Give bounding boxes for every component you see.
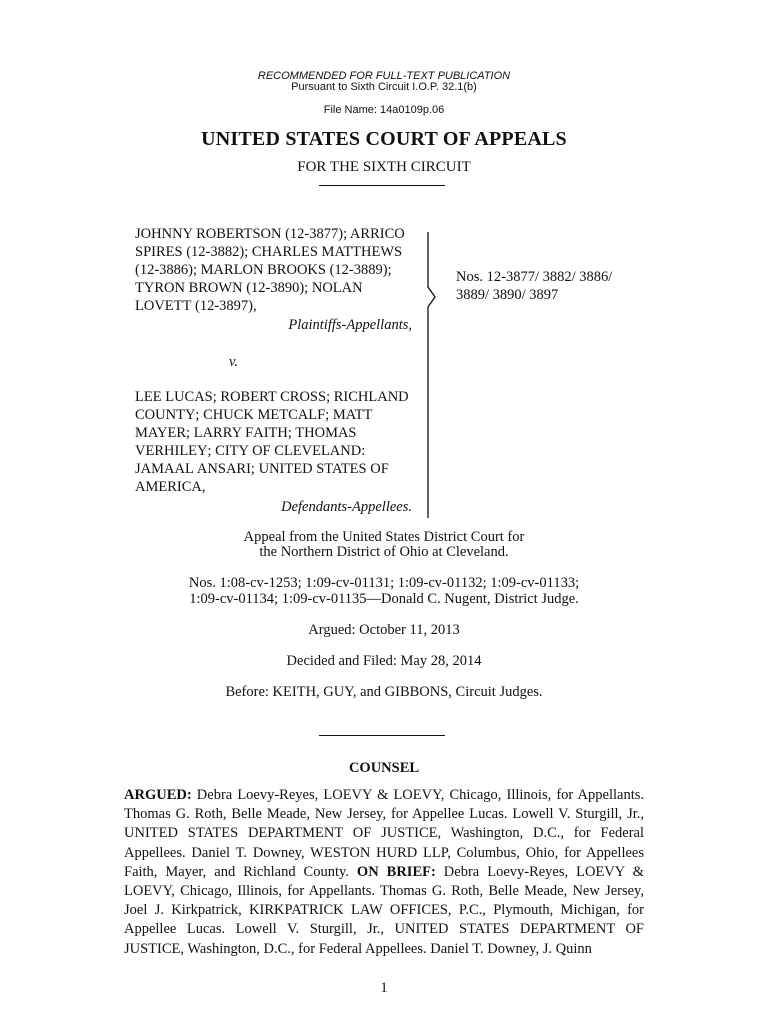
lower-court-numbers-1: Nos. 1:08-cv-1253; 1:09-cv-01131; 1:09-cv-01132; 1:09-cv-01133;: [188, 575, 580, 591]
party-name-part: N: [311, 280, 323, 296]
party-name-part: ROSS: [289, 389, 327, 405]
argued-counsel-text: Debra Loevy-Reyes, LOEVY & LOEVY, Chicago, Illinois, for Appellants. Thomas G. Roth, Belle Meade, New Jersey, for Appellee Lucas. Lowell V. Sturgill, Jr., UNITED STATES DEPARTMENT OF JUSTICE, Washington, D.C., for Federal Appellees. Daniel T. Downey, WESTON HURD LLP, Columbus, Ohio, for Appellees Faith, Mayer, and Richland County.: [124, 787, 644, 880]
party-name-part: M: [257, 407, 271, 423]
party-name: [194, 425, 296, 441]
party-name-part: J: [135, 226, 141, 242]
defendants-role: Defendants-Appellees.: [281, 499, 412, 515]
party-name-part: HUCK: [212, 407, 258, 423]
appeal-line-1: Appeal from the United States District Court for: [243, 529, 525, 545]
party-name-part: ARRY: [202, 425, 246, 441]
party-name-part: ICHLAND: [343, 389, 409, 405]
party-name-part: F: [245, 425, 254, 441]
party-name-part: YRON: [143, 280, 189, 296]
party-name: [201, 262, 392, 278]
party-name-part: NITED: [269, 461, 317, 477]
party-name: [259, 461, 389, 477]
party-name-part: TATES OF: [324, 461, 389, 477]
party-name-part: ROWN: [198, 280, 243, 296]
party-name: [135, 461, 259, 477]
party-name-part: M: [135, 425, 148, 441]
party-name-part: S: [316, 461, 325, 477]
party-name-part: T: [295, 425, 305, 441]
party-name-part: M: [200, 262, 214, 278]
party-name: [203, 407, 333, 423]
party-name-part: B: [188, 280, 199, 296]
on-brief-label: ON BRIEF:: [356, 863, 436, 880]
on-brief-counsel-text: Debra Loevy-Reyes, LOEVY & LOEVY, Chicago, Illinois, for Appellants. Thomas G. Roth, Belle Meade, New Jersey, Joel J. Kirkpatrick, KIRKPATRICK LAW OFFICES, P.C., Plymouth, Michigan, for Appellee Lucas. Lowell V. Sturgill, Jr., UNITED STATES DEPARTMENT OF JUSTICE, Washington, D.C., for Federal Appellees. Daniel T. Downey, J. Quinn: [124, 863, 644, 957]
party-name-part: B: [267, 262, 277, 278]
party-name-part: LEVELAND: [283, 443, 362, 459]
party-name: [135, 226, 350, 242]
party-name-part: ;: [195, 407, 204, 423]
party-name-part: R: [333, 389, 344, 405]
panel-judges: Before: KEITH, GUY, and GIBBONS, Circuit Judges.: [225, 684, 543, 700]
party-name-part: ARLON: [213, 262, 268, 278]
docket-numbers: Nos. 12-3877/ 3882/ 3886/ 3889/ 3890/ 3897: [456, 269, 613, 303]
party-name-part: M: [332, 407, 346, 423]
party-name-part: S: [135, 244, 144, 260]
party-name-part: (12-3886);: [135, 262, 201, 278]
party-name-part: MERICA: [145, 479, 202, 495]
party-name-part: U: [258, 461, 270, 477]
lower-court-numbers-2: 1:09-cv-01134; 1:09-cv-01135—Donald C. Nugent, District Judge.: [189, 591, 579, 607]
publication-recommendation: RECOMMENDED FOR FULL-TEXT PUBLICATION: [257, 70, 511, 82]
party-name: [135, 280, 312, 296]
circuit-name: FOR THE SIXTH CIRCUIT: [297, 159, 471, 175]
party-name-part: OVETT: [143, 298, 192, 314]
party-name-part: ;: [287, 425, 296, 441]
party-name-part: PIRES: [143, 244, 183, 260]
argued-label: ARGUED:: [124, 787, 192, 803]
party-name-part: (12-3882);: [182, 244, 252, 260]
party-name-part: ;: [186, 425, 194, 441]
party-name-part: C: [251, 244, 262, 260]
party-name-part: RRICO: [360, 226, 405, 242]
party-name-part: (12-3889);: [325, 262, 392, 278]
party-name-part: A: [196, 461, 208, 477]
defendants-list: [135, 388, 415, 496]
party-name-part: A: [135, 479, 146, 495]
party-name-part: ;: [250, 461, 259, 477]
party-name: [135, 389, 220, 405]
party-name: [135, 479, 206, 495]
party-name-part: A: [349, 226, 361, 242]
party-name-part: ITY OF: [224, 443, 275, 459]
party-name-part: OBERT: [230, 389, 281, 405]
party-name-part: ;: [212, 389, 221, 405]
party-name-part: J: [135, 461, 141, 477]
party-name-part: EE: [143, 389, 166, 405]
party-name-part: UCAS: [174, 389, 213, 405]
party-name-part: L: [135, 389, 144, 405]
party-name-part: ETCALF: [270, 407, 326, 423]
counsel-paragraph: [124, 786, 644, 959]
party-name-part: R: [196, 226, 206, 242]
party-name-part: L: [165, 389, 175, 405]
party-name-part: L: [193, 425, 203, 441]
party-name-part: :: [361, 443, 366, 459]
party-name: [220, 389, 333, 405]
party-name-part: ,: [201, 479, 206, 495]
party-name-part: (12-3890);: [242, 280, 312, 296]
party-name-part: AMAAL: [140, 461, 197, 477]
party-name-part: (12-3877);: [281, 226, 350, 242]
party-name-part: T: [135, 280, 144, 296]
appeal-line-2: the Northern District of Ohio at Cleveland.: [259, 544, 509, 560]
party-name-part: ;: [207, 443, 216, 459]
party-name: [135, 244, 252, 260]
party-name-part: C: [135, 407, 145, 423]
party-name-part: C: [274, 443, 284, 459]
party-name-part: HARLES: [261, 244, 322, 260]
party-name: [350, 226, 405, 242]
plaintiffs-list: [135, 225, 415, 315]
plaintiffs-role: Plaintiffs-Appellants,: [288, 317, 412, 333]
pursuant-rule: Pursuant to Sixth Circuit I.O.P. 32.1(b): [291, 81, 477, 93]
party-name-part: AITH: [253, 425, 288, 441]
page-number: 1: [380, 980, 388, 996]
party-name-part: OHNNY: [140, 226, 197, 242]
court-name: UNITED STATES COURT OF APPEALS: [201, 128, 567, 150]
party-name-part: AYER: [147, 425, 187, 441]
party-name-part: NSARI: [207, 461, 251, 477]
party-name-part: OLAN: [322, 280, 363, 296]
argued-date: Argued: October 11, 2013: [308, 622, 460, 638]
party-name-part: C: [215, 443, 225, 459]
party-name-part: OBERTSON: [205, 226, 282, 242]
header-rule: [319, 185, 445, 186]
versus-label: v.: [229, 354, 238, 370]
party-name: [215, 443, 365, 459]
party-name-part: C: [203, 407, 213, 423]
party-name-part: (12-3897),: [191, 298, 257, 314]
party-name-part: HOMAS: [304, 425, 357, 441]
decided-date: Decided and Filed: May 28, 2014: [286, 653, 482, 669]
caption-brace: [424, 232, 444, 518]
file-name: File Name: 14a0109p.06: [323, 104, 445, 116]
party-name-part: ROOKS: [276, 262, 326, 278]
party-name-part: C: [280, 389, 290, 405]
party-name-part: ;: [325, 407, 333, 423]
party-name-part: M: [321, 244, 335, 260]
party-name-part: V: [135, 443, 146, 459]
party-name-part: ERHILEY: [145, 443, 208, 459]
party-name-part: ;: [326, 389, 334, 405]
party-name-part: L: [135, 298, 144, 314]
party-name-part: OUNTY: [144, 407, 196, 423]
counsel-heading: COUNSEL: [348, 760, 420, 776]
section-rule: [319, 735, 445, 736]
party-name-part: R: [220, 389, 231, 405]
party-name-part: ATT: [345, 407, 373, 423]
party-name-part: ATTHEWS: [334, 244, 403, 260]
